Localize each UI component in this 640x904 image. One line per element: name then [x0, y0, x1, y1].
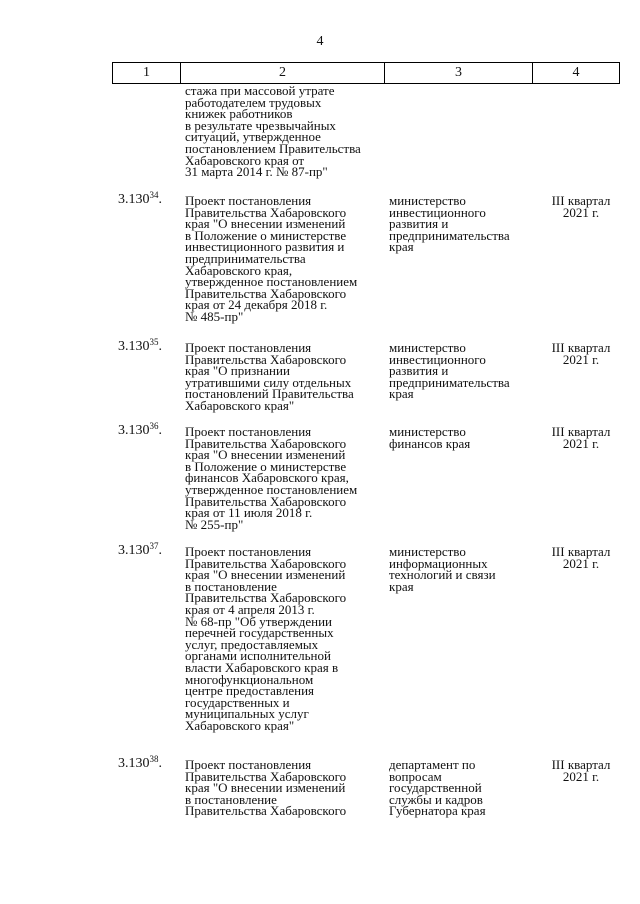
row-deadline: III квартал 2021 г. [551, 193, 611, 220]
row-number: 3.130$^{36}$. [118, 421, 162, 438]
row-responsible: департамент по вопросам государственной службы и кадров Губернатора края [389, 757, 486, 819]
row-number: 3.130$^{34}$. [118, 190, 162, 207]
continuation-text: стажа при массовой утрате работодателем трудовых книжек работников в результате чрезвычайных ситуаций, утвержденное постановлением Правительства Хабаровского края от 31 марта 2014 г. № 87-пр" [185, 83, 361, 180]
row-number-superscript: 37 [149, 541, 159, 551]
page-number: 4 [316, 34, 324, 49]
row-description: Проект постановления Правительства Хабаровского края "О признании утратившими силу отдельных постановлений Правительства Хабаровского края" [185, 340, 354, 413]
row-number-superscript: 36 [149, 421, 159, 431]
row-number-superscript: 34 [149, 190, 159, 200]
row-number: 3.130$^{37}$. [118, 541, 162, 558]
row-responsible: министерство инвестиционного развития и предпринимательства края [389, 193, 510, 255]
row-description: Проект постановления Правительства Хабаровского края "О внесении изменений в Положение о министерстве финансов Хабаровского края, утвержденное постановлением Правительства Хабаровского края от 11 июля 2018 г. № 255-пр" [185, 424, 358, 532]
row-number-superscript: 38 [149, 754, 159, 764]
row-deadline: III квартал 2021 г. [551, 544, 611, 571]
row-responsible: министерство финансов края [389, 424, 471, 451]
row-responsible: министерство инвестиционного развития и предпринимательства края [389, 340, 510, 402]
column-header-2: 2 [181, 63, 385, 83]
row-deadline: III квартал 2021 г. [551, 424, 611, 451]
column-header-4: 4 [572, 65, 580, 80]
row-deadline: III квартал 2021 г. [551, 757, 611, 784]
row-description: Проект постановления Правительства Хабаровского края "О внесении изменений в Положение о министерстве инвестиционного развития и предпринимательства Хабаровского края, утвержденное постановлением Правительства Хабаровского края от 24 декабря 2018 г. № 485-пр" [185, 193, 358, 324]
row-number: 3.130$^{35}$. [118, 337, 162, 354]
row-number-superscript: 35 [149, 337, 159, 347]
column-header-1: 1 [113, 63, 181, 83]
row-number: 3.130$^{38}$. [118, 754, 162, 771]
table-header [112, 62, 620, 84]
row-description: Проект постановления Правительства Хабаровского края "О внесении изменений в постановление Правительства Хабаровского края от 4 апреля 2013 г. № 68-пр "Об утверждении перечней государственных услуг, предоставляемых органами исполнительной власти Хабаровского края в многофункциональном центре предоставления государственных и муниципальных услуг Хабаровского края" [185, 544, 347, 733]
row-deadline: III квартал 2021 г. [551, 340, 611, 367]
row-description: Проект постановления Правительства Хабаровского края "О внесении изменений в постановление Правительства Хабаровского [185, 757, 347, 819]
column-header-3: 3 [385, 63, 533, 83]
row-responsible: министерство информационных технологий и связи края [389, 544, 496, 594]
